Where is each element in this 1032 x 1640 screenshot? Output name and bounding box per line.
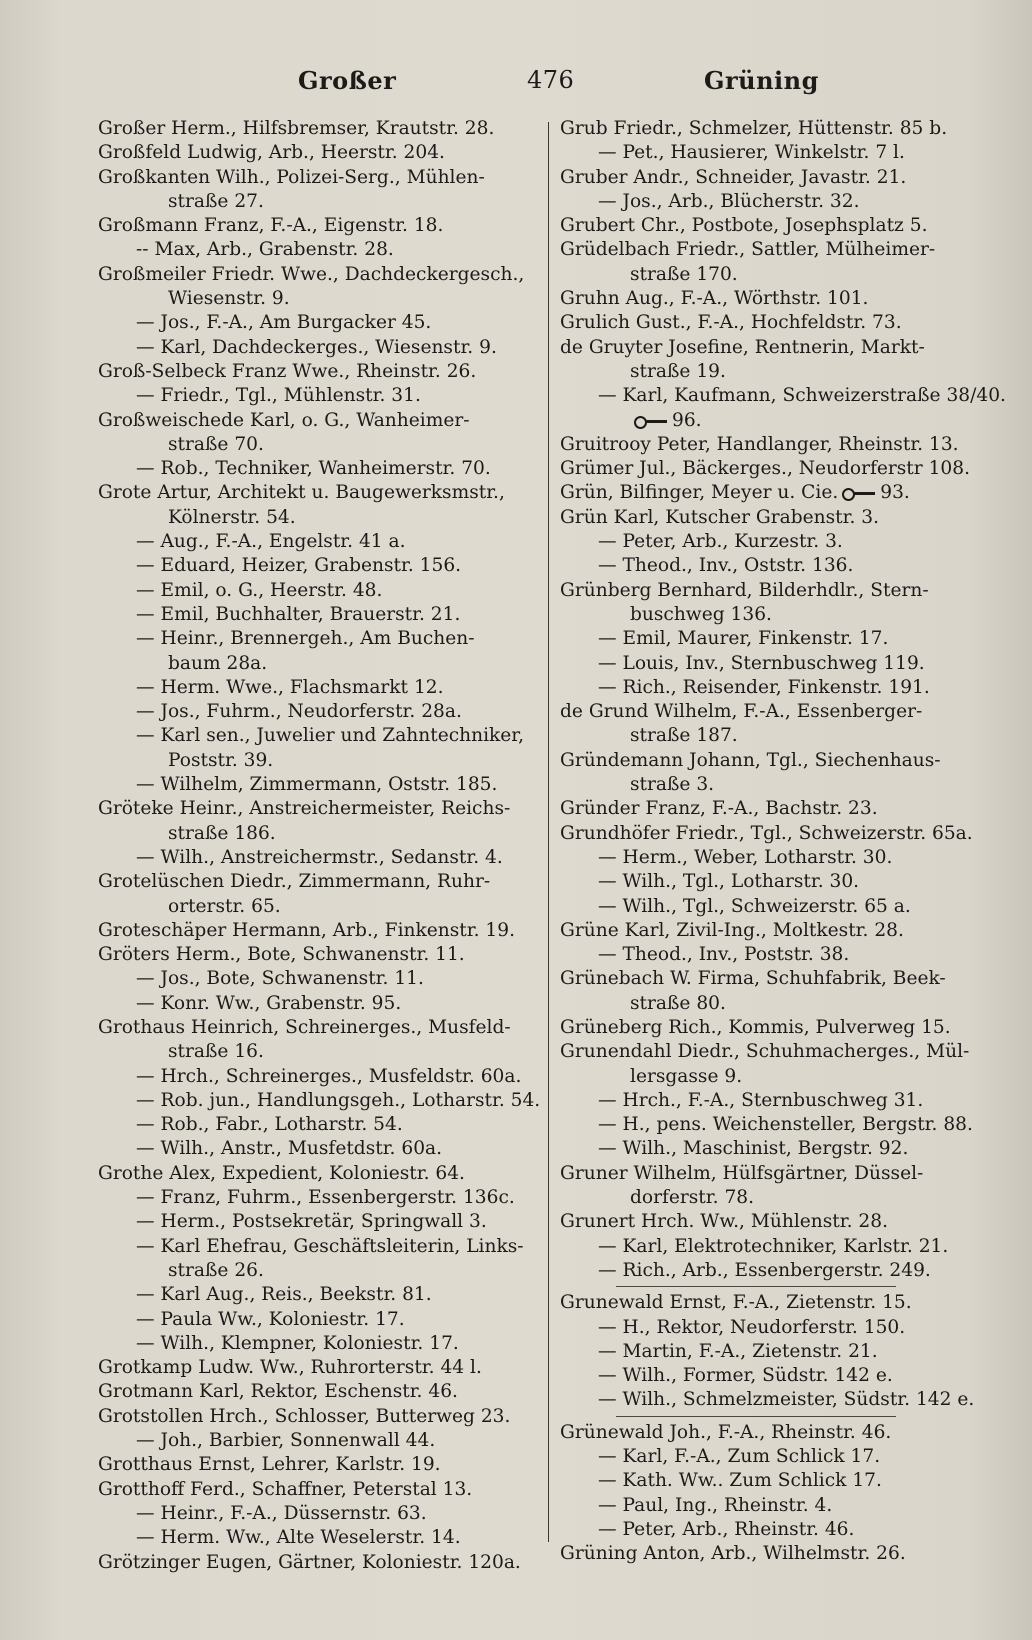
directory-entry: Grotelüschen Diedr., Zimmermann, Ruhr- xyxy=(98,871,491,893)
directory-entry: Grubert Chr., Postbote, Josephsplatz 5. xyxy=(560,215,928,237)
directory-entry: Gruhn Aug., F.-A., Wörthstr. 101. xyxy=(560,288,869,310)
directory-entry: — Paul, Ing., Rheinstr. 4. xyxy=(598,1494,833,1516)
directory-entry: de Gruyter Josefine, Rentnerin, Markt- xyxy=(560,336,925,358)
entry-continuation: straße 70. xyxy=(168,433,264,455)
directory-entry: — Franz, Fuhrm., Essenbergerstr. 136c. xyxy=(136,1187,515,1209)
directory-entry: — Heinr., F.-A., Düssernstr. 63. xyxy=(136,1502,427,1524)
directory-entry: — Rob. jun., Handlungsgeh., Lotharstr. 54. xyxy=(136,1089,541,1111)
directory-entry: Grotkamp Ludw. Ww., Ruhrorterstr. 44 l. xyxy=(98,1357,482,1379)
directory-entry: Großmann Franz, F.-A., Eigenstr. 18. xyxy=(98,215,444,237)
directory-entry: Grünewald Joh., F.-A., Rheinstr. 46. xyxy=(560,1421,892,1443)
directory-entry: Grüneberg Rich., Kommis, Pulverweg 15. xyxy=(560,1016,951,1038)
directory-entry: — Karl sen., Juwelier und Zahntechniker, xyxy=(136,725,525,747)
directory-entry: Großweischede Karl, o. G., Wanheimer- xyxy=(98,409,470,431)
directory-entry: — Herm., Weber, Lotharstr. 30. xyxy=(598,846,893,868)
directory-entry: Grub Friedr., Schmelzer, Hüttenstr. 85 b. xyxy=(560,118,948,139)
directory-entry: — Pet., Hausierer, Winkelstr. 7 l. xyxy=(598,142,905,164)
entry-continuation: Wiesenstr. 9. xyxy=(168,288,290,310)
left-column xyxy=(98,117,545,1575)
directory-entry: Groteschäper Hermann, Arb., Finkenstr. 19. xyxy=(98,919,515,941)
directory-entry: de Grund Wilhelm, F.-A., Essenberger- xyxy=(560,701,923,723)
directory-entry: — H., pens. Weichensteller, Bergstr. 88. xyxy=(598,1114,973,1136)
directory-entry: — Emil, Buchhalter, Brauerstr. 21. xyxy=(136,603,461,625)
directory-entry: Großfeld Ludwig, Arb., Heerstr. 204. xyxy=(98,142,445,164)
directory-entry: — Heinr., Brennergeh., Am Buchen- xyxy=(136,628,475,650)
directory-entry: Grüning Anton, Arb., Wilhelmstr. 26. xyxy=(560,1543,906,1565)
directory-entry: Gruner Wilhelm, Hülfsgärtner, Düssel- xyxy=(560,1162,924,1184)
directory-entry: — Wilh., Tgl., Lotharstr. 30. xyxy=(598,871,860,893)
directory-entry: Gruber Andr., Schneider, Javastr. 21. xyxy=(560,166,907,188)
phone-number: 93. xyxy=(880,482,910,504)
page-header xyxy=(0,66,1032,106)
entry-continuation: straße 19. xyxy=(630,360,726,382)
directory-entry: Grotthaus Ernst, Lehrer, Karlstr. 19. xyxy=(98,1454,441,1476)
directory-entry: Großer Herm., Hilfsbremser, Krautstr. 28. xyxy=(98,118,495,139)
entry-continuation: straße 3. xyxy=(630,774,715,796)
entry-continuation: dorferstr. 78. xyxy=(630,1187,755,1209)
directory-entry: Gruitrooy Peter, Handlanger, Rheinstr. 13. xyxy=(560,433,959,455)
entry-continuation: buschweg 136. xyxy=(630,603,772,625)
directory-entry: — Jos., Bote, Schwanenstr. 11. xyxy=(136,968,424,990)
directory-entry: — Peter, Arb., Kurzestr. 3. xyxy=(598,531,843,553)
entry-continuation: straße 80. xyxy=(630,992,726,1014)
directory-entry: Grün Karl, Kutscher Grabenstr. 3. xyxy=(560,506,880,528)
directory-entry: — Karl, Kaufmann, Schweizerstraße 38/40. xyxy=(598,385,1006,407)
entry-continuation: orterstr. 65. xyxy=(168,895,281,917)
entry-continuation: straße 27. xyxy=(168,190,264,212)
directory-entry: — Herm. Wwe., Flachsmarkt 12. xyxy=(136,676,444,698)
directory-entry: — Rob., Fabr., Lotharstr. 54. xyxy=(136,1114,403,1136)
directory-entry: — Rob., Techniker, Wanheimerstr. 70. xyxy=(136,458,491,480)
directory-entry: — Joh., Barbier, Sonnenwall 44. xyxy=(136,1430,436,1452)
directory-entry: Grunendahl Diedr., Schuhmacherges., Mül- xyxy=(560,1041,970,1063)
directory-entry: Grötzinger Eugen, Gärtner, Koloniestr. 120a. xyxy=(98,1551,521,1573)
entry-continuation: straße 186. xyxy=(168,822,276,844)
directory-entry: — Aug., F.-A., Engelstr. 41 a. xyxy=(136,531,406,553)
directory-entry: — Karl, Elektrotechniker, Karlstr. 21. xyxy=(598,1235,949,1257)
directory-entry: — Jos., F.-A., Am Burgacker 45. xyxy=(136,312,432,334)
directory-entry: — Karl Ehefrau, Geschäftsleiterin, Links- xyxy=(136,1235,524,1257)
entry-continuation: straße 187. xyxy=(630,725,738,747)
entry-continuation: baum 28a. xyxy=(168,652,268,674)
section-rule xyxy=(616,1286,896,1287)
entry-text: Grün, Bilfinger, Meyer u. Cie. xyxy=(560,482,839,504)
directory-entry: — Wilh., Tgl., Schweizerstr. 65 a. xyxy=(598,895,911,917)
section-rule xyxy=(616,1416,896,1417)
directory-entry: — Wilh., Anstr., Musfetdstr. 60a. xyxy=(136,1138,443,1160)
right-column xyxy=(560,117,1006,1567)
phone-number: 96. xyxy=(672,409,702,431)
directory-entry: Groß-Selbeck Franz Wwe., Rheinstr. 26. xyxy=(98,360,477,382)
directory-entry: Großkanten Wilh., Polizei-Serg., Mühlen- xyxy=(98,166,485,188)
directory-entry: — Konr. Ww., Grabenstr. 95. xyxy=(136,992,402,1014)
directory-entry xyxy=(560,481,1000,505)
directory-entry: Grunewald Ernst, F.-A., Zietenstr. 15. xyxy=(560,1292,912,1314)
entry-continuation: lersgasse 9. xyxy=(630,1065,743,1087)
directory-entry xyxy=(560,409,1000,433)
header-right-keyword: Grüning xyxy=(704,66,819,95)
entry-continuation: Poststr. 39. xyxy=(168,749,274,771)
directory-entry: — Karl, Dachdeckerges., Wiesenstr. 9. xyxy=(136,336,497,358)
directory-entry: — Wilh., Anstreichermstr., Sedanstr. 4. xyxy=(136,846,503,868)
directory-entry: Grotthoff Ferd., Schaffner, Peterstal 13. xyxy=(98,1478,473,1500)
directory-entry: — Friedr., Tgl., Mühlenstr. 31. xyxy=(136,385,421,407)
directory-entry: — Wilh., Former, Südstr. 142 e. xyxy=(598,1365,893,1387)
directory-entry: — Martin, F.-A., Zietenstr. 21. xyxy=(598,1340,878,1362)
page-number: 476 xyxy=(527,66,575,94)
entry-continuation: straße 16. xyxy=(168,1041,264,1063)
directory-entry: Grotstollen Hrch., Schlosser, Butterweg 23. xyxy=(98,1405,511,1427)
directory-entry: — Eduard, Heizer, Grabenstr. 156. xyxy=(136,555,462,577)
telephone-key-icon xyxy=(842,487,876,499)
directory-entry: Grothe Alex, Expedient, Koloniestr. 64. xyxy=(98,1162,465,1184)
directory-entry: Gründemann Johann, Tgl., Siechenhaus- xyxy=(560,749,941,771)
directory-entry: — Rich., Arb., Essenbergerstr. 249. xyxy=(598,1259,931,1281)
entry-continuation: straße 26. xyxy=(168,1259,264,1281)
directory-entry: — Wilh., Maschinist, Bergstr. 92. xyxy=(598,1138,909,1160)
directory-entry: — Paula Ww., Koloniestr. 17. xyxy=(136,1308,405,1330)
directory-entry: — Rich., Reisender, Finkenstr. 191. xyxy=(598,676,930,698)
entry-continuation: straße 170. xyxy=(630,263,738,285)
directory-entry: — Peter, Arb., Rheinstr. 46. xyxy=(598,1518,855,1540)
directory-entry: — Theod., Inv., Poststr. 38. xyxy=(598,944,850,966)
entry-continuation: Kölnerstr. 54. xyxy=(168,506,296,528)
directory-entry: — H., Rektor, Neudorferstr. 150. xyxy=(598,1316,906,1338)
directory-entry: Großmeiler Friedr. Wwe., Dachdeckergesch., xyxy=(98,263,525,285)
directory-entry: — Emil, Maurer, Finkenstr. 17. xyxy=(598,628,889,650)
directory-entry: — Herm. Ww., Alte Weselerstr. 14. xyxy=(136,1527,461,1549)
directory-entry: — Karl Aug., Reis., Beekstr. 81. xyxy=(136,1284,432,1306)
directory-entry: Grünebach W. Firma, Schuhfabrik, Beek- xyxy=(560,968,946,990)
directory-entry: — Wilh., Klempner, Koloniestr. 17. xyxy=(136,1332,459,1354)
directory-entry: Gröteke Heinr., Anstreichermeister, Reichs- xyxy=(98,798,511,820)
directory-entry: Grulich Gust., F.-A., Hochfeldstr. 73. xyxy=(560,312,902,334)
directory-entry: — Jos., Fuhrm., Neudorferstr. 28a. xyxy=(136,701,462,723)
directory-entry: -- Max, Arb., Grabenstr. 28. xyxy=(136,239,394,261)
directory-entry: — Herm., Postsekretär, Springwall 3. xyxy=(136,1211,487,1233)
directory-entry: — Wilh., Schmelzmeister, Südstr. 142 e. xyxy=(598,1389,975,1411)
directory-entry: Grüne Karl, Zivil-Ing., Moltkestr. 28. xyxy=(560,919,904,941)
directory-entry: — Hrch., Schreinerges., Musfeldstr. 60a. xyxy=(136,1065,522,1087)
directory-entry: — Louis, Inv., Sternbuschweg 119. xyxy=(598,652,925,674)
directory-entry: Grunert Hrch. Ww., Mühlenstr. 28. xyxy=(560,1211,888,1233)
directory-entry: Grotmann Karl, Rektor, Eschenstr. 46. xyxy=(98,1381,458,1403)
directory-entry: Grünberg Bernhard, Bilderhdlr., Stern- xyxy=(560,579,929,601)
column-divider xyxy=(548,122,549,1542)
directory-entry: Grümer Jul., Bäckerges., Neudorferstr 108. xyxy=(560,458,970,480)
directory-entry: — Kath. Ww.. Zum Schlick 17. xyxy=(598,1470,882,1492)
directory-entry: Gröters Herm., Bote, Schwanenstr. 11. xyxy=(98,944,465,966)
directory-entry: — Karl, F.-A., Zum Schlick 17. xyxy=(598,1446,881,1468)
directory-entry: Grothaus Heinrich, Schreinerges., Musfeld- xyxy=(98,1016,511,1038)
directory-entry: — Emil, o. G., Heerstr. 48. xyxy=(136,579,383,601)
directory-entry: Grote Artur, Architekt u. Baugewerksmstr., xyxy=(98,482,505,504)
telephone-key-icon xyxy=(634,415,668,427)
directory-entry: — Hrch., F.-A., Sternbuschweg 31. xyxy=(598,1089,924,1111)
directory-entry: Gründer Franz, F.-A., Bachstr. 23. xyxy=(560,798,878,820)
directory-entry: Grundhöfer Friedr., Tgl., Schweizerstr. 65a. xyxy=(560,822,973,844)
directory-entry: — Theod., Inv., Oststr. 136. xyxy=(598,555,854,577)
directory-entry: — Wilhelm, Zimmermann, Oststr. 185. xyxy=(136,774,498,796)
directory-entry: Grüdelbach Friedr., Sattler, Mülheimer- xyxy=(560,239,936,261)
header-left-keyword: Großer xyxy=(298,66,397,95)
directory-entry: — Jos., Arb., Blücherstr. 32. xyxy=(598,190,860,212)
